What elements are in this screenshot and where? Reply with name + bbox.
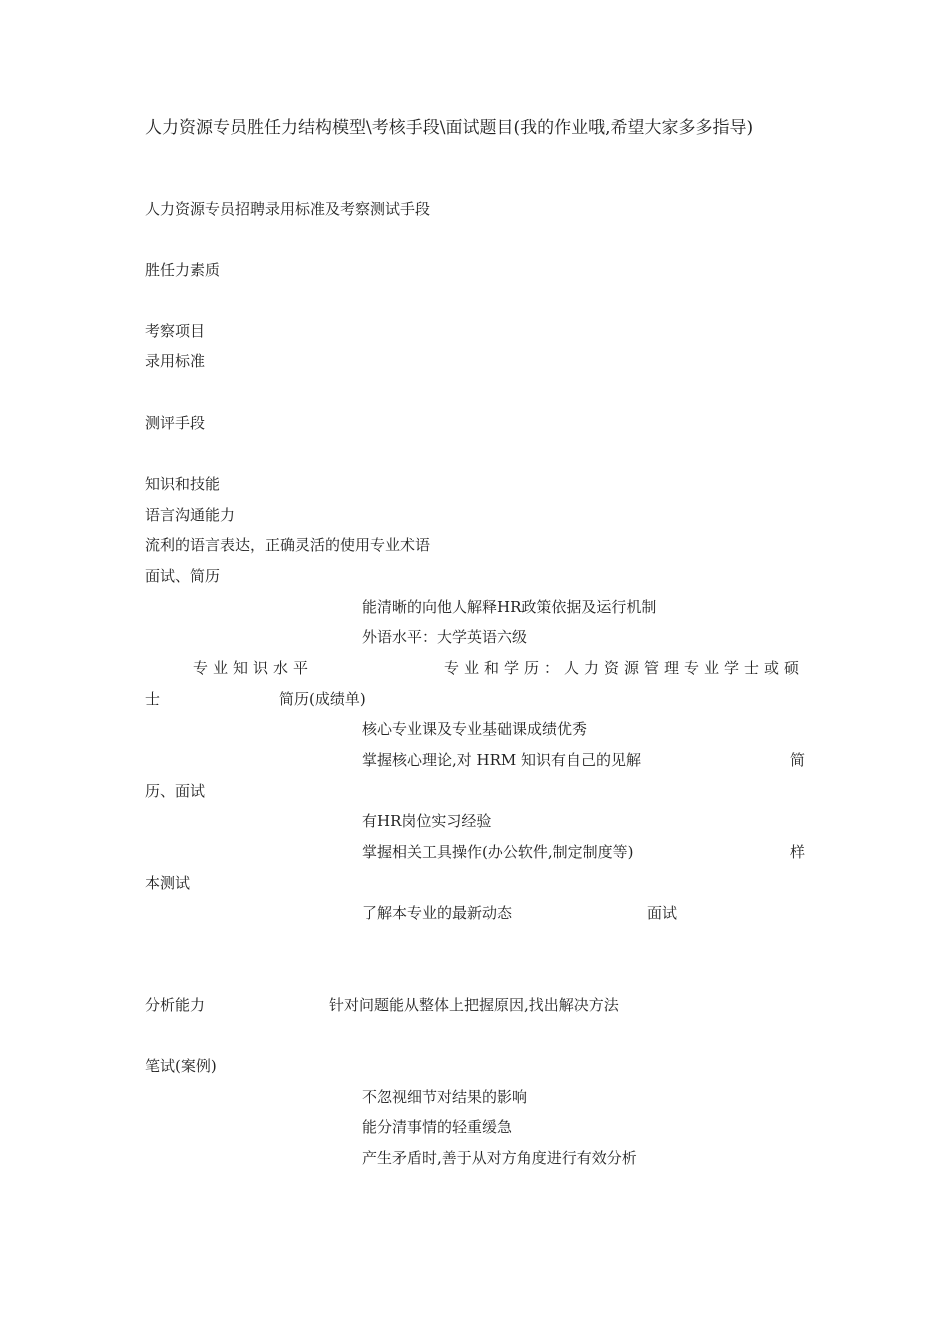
item-analysis: 分析能力 <box>145 996 206 1014</box>
header-standard: 录用标准 <box>145 352 206 370</box>
header-competency: 胜任力素质 <box>145 261 221 279</box>
detail-professional-2-method-b: 历、面试 <box>145 782 206 800</box>
method-language: 面试、简历 <box>145 567 221 585</box>
detail-professional-4-method-a: 样 <box>790 843 806 861</box>
document-subtitle: 人力资源专员招聘录用标准及考察测试手段 <box>145 200 431 218</box>
detail-language-2: 外语水平：大学英语六级 <box>362 628 528 646</box>
standard-analysis: 针对问题能从整体上把握原因,找出解决方法 <box>329 996 619 1014</box>
detail-professional-2-method-a: 简 <box>790 751 806 769</box>
header-item: 考察项目 <box>145 322 206 340</box>
detail-professional-5: 了解本专业的最新动态 <box>362 904 513 922</box>
detail-professional-1: 核心专业课及专业基础课成绩优秀 <box>362 720 588 738</box>
detail-professional-3: 有HR岗位实习经验 <box>362 812 492 830</box>
category-knowledge: 知识和技能 <box>145 475 221 493</box>
detail-language-1: 能清晰的向他人解释HR政策依据及运行机制 <box>362 598 657 616</box>
detail-analysis-2: 能分清事情的轻重缓急 <box>362 1118 513 1136</box>
detail-professional-4-method-b: 本测试 <box>145 874 191 892</box>
standard-professional-a: 专业和学历：人力资源管理专业学士或硕 <box>444 659 805 677</box>
method-professional: 简历(成绩单) <box>279 690 366 708</box>
standard-professional-b: 士 <box>145 690 161 708</box>
detail-analysis-1: 不忽视细节对结果的影响 <box>362 1088 528 1106</box>
item-language: 语言沟通能力 <box>145 506 236 524</box>
document-title: 人力资源专员胜任力结构模型\考核手段\面试题目(我的作业哦,希望大家多多指导) <box>145 118 754 138</box>
detail-professional-2: 掌握核心理论,对 HRM 知识有自己的见解 <box>362 751 642 769</box>
detail-professional-4: 掌握相关工具操作(办公软件,制定制度等) <box>362 843 634 861</box>
header-method: 测评手段 <box>145 414 206 432</box>
method-analysis: 笔试(案例) <box>145 1057 217 1075</box>
standard-language: 流利的语言表达，正确灵活的使用专业术语 <box>145 536 431 554</box>
detail-analysis-3: 产生矛盾时,善于从对方角度进行有效分析 <box>362 1149 637 1167</box>
detail-professional-5-method: 面试 <box>647 904 678 922</box>
item-professional: 专业知识水平 <box>193 659 314 677</box>
